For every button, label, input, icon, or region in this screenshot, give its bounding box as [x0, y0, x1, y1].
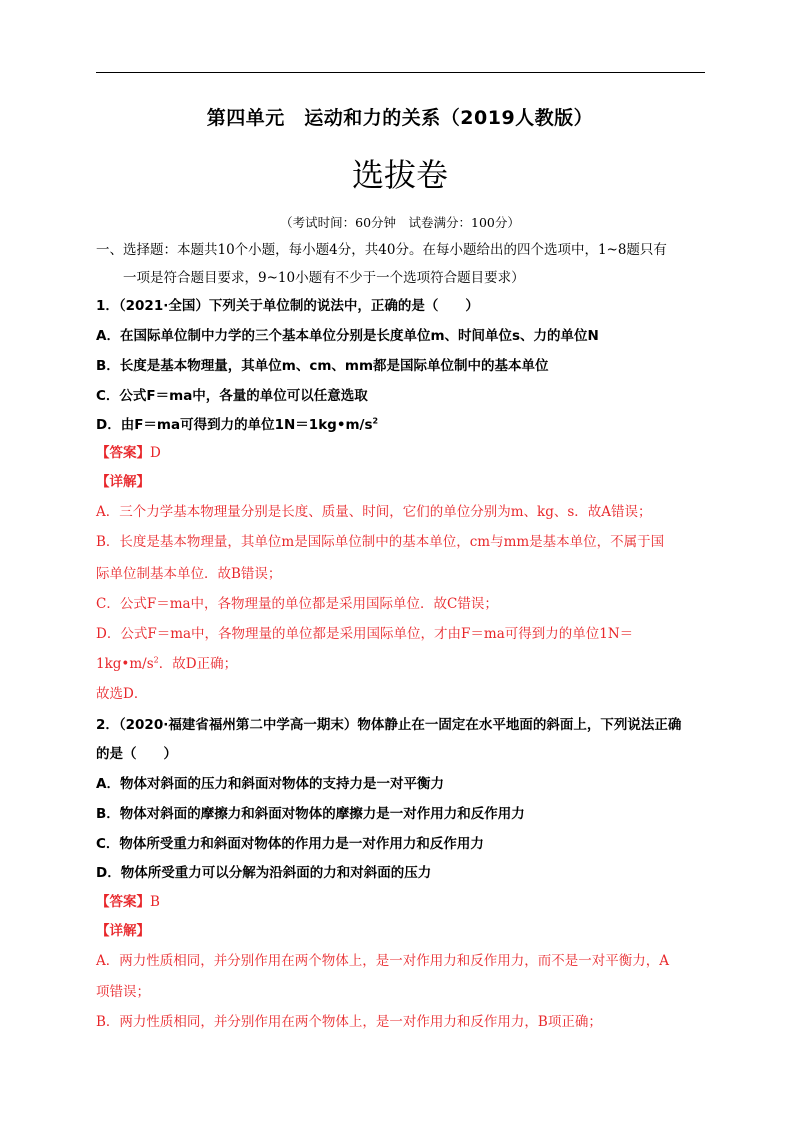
q1-explanation-b-line2: 际单位制基本单位．故B错误； — [96, 566, 282, 582]
q2-option-d: D．物体所受重力可以分解为沿斜面的力和对斜面的压力 — [96, 865, 432, 881]
q1-option-b: B．长度是基本物理量，其单位m、cm、mm都是国际单位制中的基本单位 — [96, 358, 549, 374]
top-rule — [96, 72, 705, 73]
q2-explanation-a-line2: 项错误； — [96, 984, 150, 1000]
q1-exp-d2-sup: 2 — [153, 655, 159, 665]
q1-option-d-sup: 2 — [372, 416, 379, 426]
q2-answer-value: B — [150, 894, 160, 910]
q1-detail-tag: 【详解】 — [96, 474, 150, 490]
page-subtitle: 选拔卷 — [351, 156, 448, 194]
q2-detail-tag: 【详解】 — [96, 923, 150, 939]
q2-explanation-b: B．两力性质相同，并分别作用在两个物体上，是一对作用力和反作用力，B项正确； — [96, 1014, 602, 1030]
q2-answer-tag: 【答案】 — [96, 894, 150, 910]
q2-option-c: C．物体所受重力和斜面对物体的作用力是一对作用力和反作用力 — [96, 836, 484, 852]
q1-explanation-d-line1: D．公式F＝ma中，各物理量的单位都是采用国际单位，才由F＝ma可得到力的单位1N＝ — [96, 626, 634, 642]
q2-option-a: A．物体对斜面的压力和斜面对物体的支持力是一对平衡力 — [96, 776, 444, 792]
page-title: 第四单元 运动和力的关系（2019人教版） — [206, 107, 594, 129]
q1-exp-d2-pre: 1kg•m/s — [96, 656, 154, 672]
q1-exp-d2-post: ．故D正确； — [158, 656, 238, 672]
q1-option-d — [96, 413, 378, 433]
q2-answer — [96, 890, 160, 910]
q2-explanation-a-line1: A．两力性质相同，并分别作用在两个物体上，是一对作用力和反作用力，而不是一对平衡力，A — [96, 953, 669, 969]
exam-meta: （考试时间：60分钟 试卷满分：100分） — [280, 215, 520, 230]
q2-stem-line1: 2．（2020·福建省福州第二中学高一期末）物体静止在一固定在水平地面的斜面上，下列说法正确 — [96, 717, 682, 733]
q1-explanation-c: C．公式F＝ma中，各物理量的单位都是采用国际单位．故C错误； — [96, 596, 498, 612]
q1-option-d-text: D．由F＝ma可得到力的单位1N＝1kg•m/s — [96, 417, 373, 433]
q1-stem: 1．（2021·全国）下列关于单位制的说法中，正确的是（ ） — [96, 298, 479, 314]
section-instructions-line2: 一项是符合题目要求，9~10小题有不少于一个选项符合题目要求） — [123, 270, 525, 286]
q1-option-a: A．在国际单位制中力学的三个基本单位分别是长度单位m、时间单位s、力的单位N — [96, 328, 599, 344]
q1-conclusion: 故选D． — [96, 686, 148, 702]
q1-answer — [96, 441, 161, 461]
q2-option-b: B．物体对斜面的摩擦力和斜面对物体的摩擦力是一对作用力和反作用力 — [96, 806, 525, 822]
q1-explanation-d-line2 — [96, 652, 237, 672]
q1-answer-value: D — [150, 445, 161, 461]
q1-answer-tag: 【答案】 — [96, 445, 150, 461]
q1-option-c: C．公式F＝ma中，各量的单位可以任意选取 — [96, 388, 368, 404]
q2-stem-line2: 的是（ ） — [96, 746, 177, 762]
section-instructions-line1: 一、选择题：本题共10个小题，每小题4分，共40分。在每小题给出的四个选项中，1~8题只有 — [96, 242, 667, 258]
q1-explanation-b-line1: B．长度是基本物理量，其单位m是国际单位制中的基本单位，cm与mm是基本单位，不属于国 — [96, 534, 665, 550]
q1-explanation-a: A．三个力学基本物理量分别是长度、质量、时间，它们的单位分别为m、kg、s．故A错误； — [96, 504, 652, 520]
